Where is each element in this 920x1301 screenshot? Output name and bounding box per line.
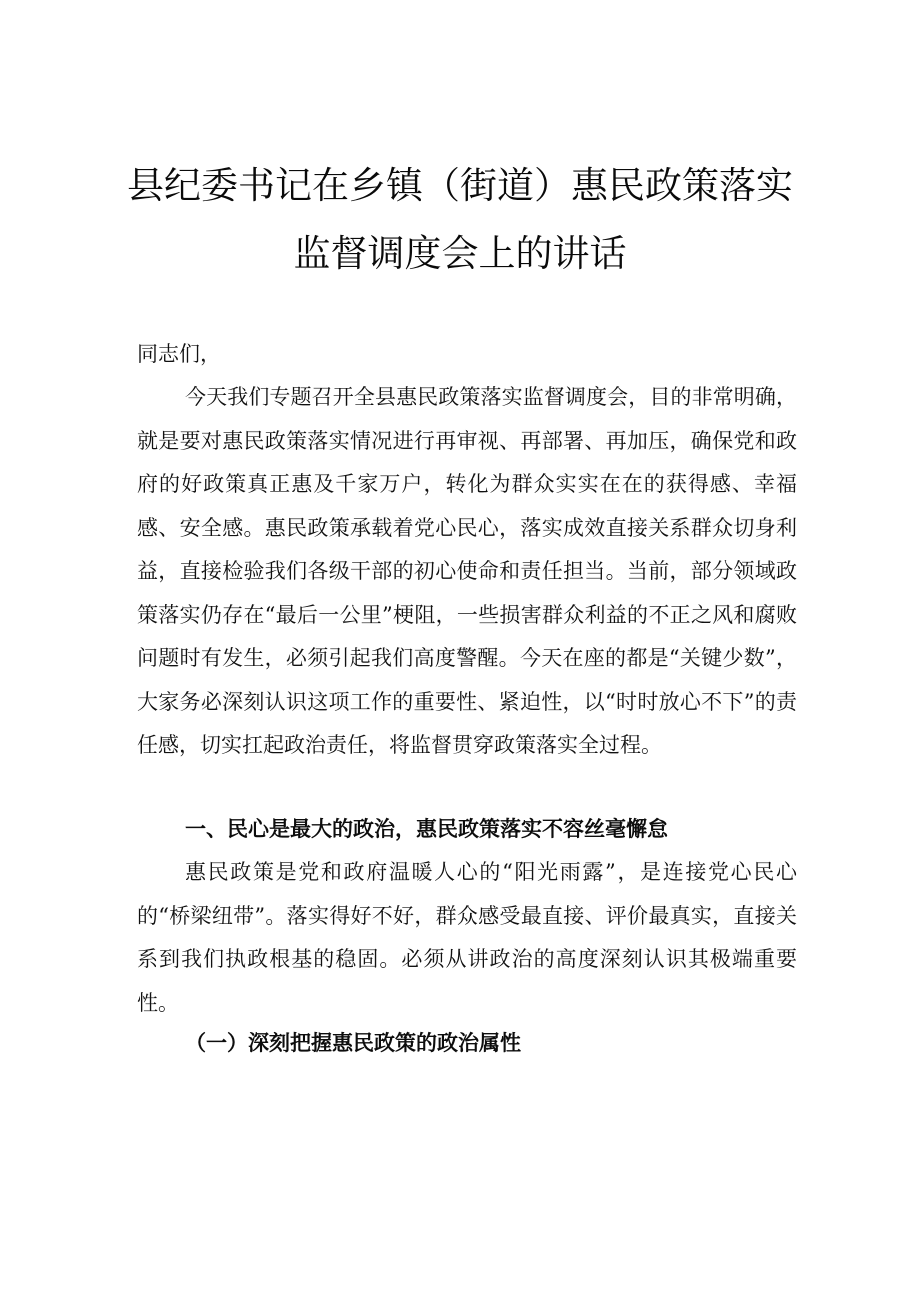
paragraph-section-1: 惠民政策是党和政府温暖人心的“阳光雨露”，是连接党心民心的“桥梁纽带”。落实得好不好，群众感受最直接、评价最真实，直接关系到我们执政根基的稳固。必须从讲政治的高度深刻认识其极端重要性。 <box>137 860 797 1015</box>
document-title-line-2: 监督调度会上的讲话 <box>293 232 627 275</box>
paragraph-intro: 今天我们专题召开全县惠民政策落实监督调度会，目的非常明确，就是要对惠民政策落实情况进行再审视、再部署、再加压，确保党和政府的好政策真正惠及千家万户，转化为群众实实在在的获得感、幸福感、安全感。惠民政策承载着党心民心，落实成效直接关系群众切身利益，直接检验我们各级干部的初心使命和责任担当。当前，部分领域政策落实仍存在“最后一公里”梗阻，一些损害群众利益的不正之风和腐败问题时有发生，必须引起我们高度警醒。今天在座的都是“关键少数”，大家务必深刻认识这项工作的重要性、紧迫性，以“时时放心不下”的责任感，切实扛起政治责任，将监督贯穿政策落实全过程。 <box>137 385 797 757</box>
salutation: 同志们， <box>137 342 221 366</box>
subsection-heading-1: （一）深刻把握惠民政策的政治属性 <box>185 1031 521 1055</box>
document-title-line-1: 县纪委书记在乡镇（街道）惠民政策落实 <box>127 164 793 207</box>
section-heading-1: 一、民心是最大的政治，惠民政策落实不容丝毫懈怠 <box>185 817 668 841</box>
